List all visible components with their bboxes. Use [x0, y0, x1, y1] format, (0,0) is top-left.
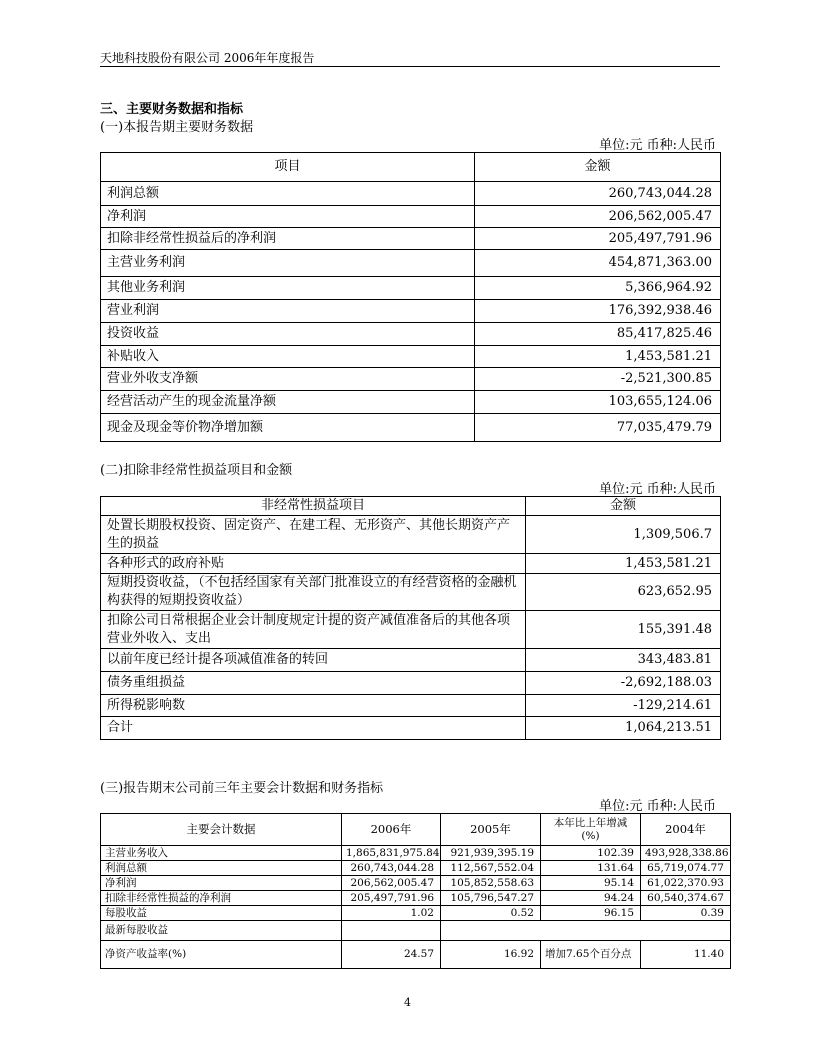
row-value: 11.40 — [641, 941, 731, 969]
table-row — [101, 876, 731, 891]
part2-title: (二)扣除非经常性损益项目和金额 — [100, 463, 293, 478]
row-value: 增加7.65个百分点 — [541, 941, 641, 969]
row-amount: 343,483.81 — [526, 649, 721, 672]
row-value: 94.24 — [541, 891, 641, 906]
table-row — [101, 346, 721, 368]
row-value: 65,719,074.77 — [641, 861, 731, 876]
table-row — [101, 391, 721, 414]
row-amount: -129,214.61 — [526, 695, 721, 717]
row-item: 债务重组损益 — [101, 672, 526, 695]
row-amount: 77,035,479.79 — [475, 414, 721, 442]
table-row — [101, 861, 731, 876]
table-row — [101, 554, 721, 574]
col-item-header: 项目 — [101, 153, 475, 182]
col-header: 本年比上年增减(%) — [541, 814, 641, 846]
row-item: 现金及现金等价物净增加额 — [101, 414, 475, 442]
section-title: 三、主要财务数据和指标 — [100, 102, 244, 117]
row-amount: -2,692,188.03 — [526, 672, 721, 695]
col-amount-header: 金额 — [475, 153, 721, 182]
row-amount: 205,497,791.96 — [475, 228, 721, 250]
row-amount: 85,417,825.46 — [475, 323, 721, 346]
row-item: 经营活动产生的现金流量净额 — [101, 391, 475, 414]
row-value: 16.92 — [441, 941, 541, 969]
table-header-row — [101, 814, 731, 846]
row-amount: 1,453,581.21 — [475, 346, 721, 368]
table-row — [101, 574, 721, 611]
part2-unit: 单位:元 币种:人民币 — [599, 482, 716, 497]
row-amount: 5,366,964.92 — [475, 277, 721, 300]
row-value: 260,743,044.28 — [342, 861, 441, 876]
table-header-row — [101, 153, 721, 182]
table-row — [101, 368, 721, 391]
row-value: 0.52 — [441, 906, 541, 921]
main-financial-data-table — [100, 152, 721, 442]
row-item: 主营业务利润 — [101, 250, 475, 277]
row-value: 61,022,370.93 — [641, 876, 731, 891]
table-row — [101, 906, 731, 921]
table-row — [101, 672, 721, 695]
part3-unit: 单位:元 币种:人民币 — [599, 799, 716, 814]
row-item: 扣除非经常性损益的净利润 — [101, 891, 342, 906]
row-value: 921,939,395.19 — [441, 846, 541, 861]
row-amount: 260,743,044.28 — [475, 182, 721, 206]
part1-title: (一)本报告期主要财务数据 — [100, 120, 254, 135]
table-row — [101, 891, 731, 906]
table-row — [101, 323, 721, 346]
table-row — [101, 717, 721, 740]
row-item: 以前年度已经计提各项减值准备的转回 — [101, 649, 526, 672]
row-value: 493,928,338.86 — [641, 846, 731, 861]
row-amount: 1,064,213.51 — [526, 717, 721, 740]
row-item: 合计 — [101, 717, 526, 740]
row-amount: -2,521,300.85 — [475, 368, 721, 391]
row-item: 主营业务收入 — [101, 846, 342, 861]
row-value: 95.14 — [541, 876, 641, 891]
page-header: 天地科技股份有限公司 2006年年度报告 — [100, 51, 315, 65]
table-row — [101, 414, 721, 442]
row-item: 处置长期股权投资、固定资产、在建工程、无形资产、其他长期资产产生的损益 — [101, 516, 526, 554]
row-item: 短期投资收益，（不包括经国家有关部门批准设立的有经营资格的金融机构获得的短期投资收益） — [101, 574, 526, 611]
row-amount: 454,871,363.00 — [475, 250, 721, 277]
table-row — [101, 941, 731, 969]
col-header: 主要会计数据 — [101, 814, 342, 846]
row-item: 利润总额 — [101, 861, 342, 876]
non-recurring-items-table — [100, 496, 721, 740]
row-item: 净利润 — [101, 206, 475, 228]
col-header: 2005年 — [441, 814, 541, 846]
row-item: 投资收益 — [101, 323, 475, 346]
table-row — [101, 182, 721, 206]
row-item: 营业外收支净额 — [101, 368, 475, 391]
table-row — [101, 695, 721, 717]
table-row — [101, 250, 721, 277]
row-item: 营业利润 — [101, 300, 475, 323]
row-item: 扣除公司日常根据企业会计制度规定计提的资产减值准备后的其他各项营业外收入、支出 — [101, 611, 526, 649]
row-item: 净利润 — [101, 876, 342, 891]
row-item: 其他业务利润 — [101, 277, 475, 300]
row-item: 所得税影响数 — [101, 695, 526, 717]
col-header: 2006年 — [342, 814, 441, 846]
empty-cell — [342, 921, 441, 941]
row-amount: 176,392,938.46 — [475, 300, 721, 323]
row-value: 1.02 — [342, 906, 441, 921]
row-value: 105,852,558.63 — [441, 876, 541, 891]
col-item-header: 非经常性损益项目 — [101, 497, 526, 516]
row-value: 96.15 — [541, 906, 641, 921]
row-value: 206,562,005.47 — [342, 876, 441, 891]
row-value: 205,497,791.96 — [342, 891, 441, 906]
table-row — [101, 611, 721, 649]
header-rule — [100, 66, 720, 67]
row-value: 105,796,547.27 — [441, 891, 541, 906]
row-amount: 206,562,005.47 — [475, 206, 721, 228]
table-row — [101, 277, 721, 300]
table-row — [101, 206, 721, 228]
table-row — [101, 649, 721, 672]
row-value: 0.39 — [641, 906, 731, 921]
page-number: 4 — [404, 996, 411, 1009]
part1-unit: 单位:元 币种:人民币 — [599, 138, 716, 153]
row-item: 最新每股收益 — [101, 921, 342, 941]
row-item: 利润总额 — [101, 182, 475, 206]
row-value: 60,540,374.67 — [641, 891, 731, 906]
empty-cell — [441, 921, 731, 941]
row-amount: 1,309,506.7 — [526, 516, 721, 554]
row-value: 131.64 — [541, 861, 641, 876]
row-item: 每股收益 — [101, 906, 342, 921]
table-row — [101, 300, 721, 323]
table-header-row — [101, 497, 721, 516]
table-row — [101, 228, 721, 250]
col-header: 2004年 — [641, 814, 731, 846]
row-item: 扣除非经常性损益后的净利润 — [101, 228, 475, 250]
row-value: 24.57 — [342, 941, 441, 969]
row-value: 112,567,552.04 — [441, 861, 541, 876]
row-amount: 103,655,124.06 — [475, 391, 721, 414]
table-row — [101, 921, 731, 941]
row-value: 102.39 — [541, 846, 641, 861]
row-item: 净资产收益率(%) — [101, 941, 342, 969]
row-item: 各种形式的政府补贴 — [101, 554, 526, 574]
table-row — [101, 516, 721, 554]
row-amount: 1,453,581.21 — [526, 554, 721, 574]
row-amount: 155,391.48 — [526, 611, 721, 649]
row-item: 补贴收入 — [101, 346, 475, 368]
table-row — [101, 846, 731, 861]
col-amount-header: 金额 — [526, 497, 721, 516]
part3-title: (三)报告期末公司前三年主要会计数据和财务指标 — [100, 781, 384, 796]
row-amount: 623,652.95 — [526, 574, 721, 611]
row-value: 1,865,831,975.84 — [342, 846, 441, 861]
three-year-data-table — [100, 813, 731, 969]
